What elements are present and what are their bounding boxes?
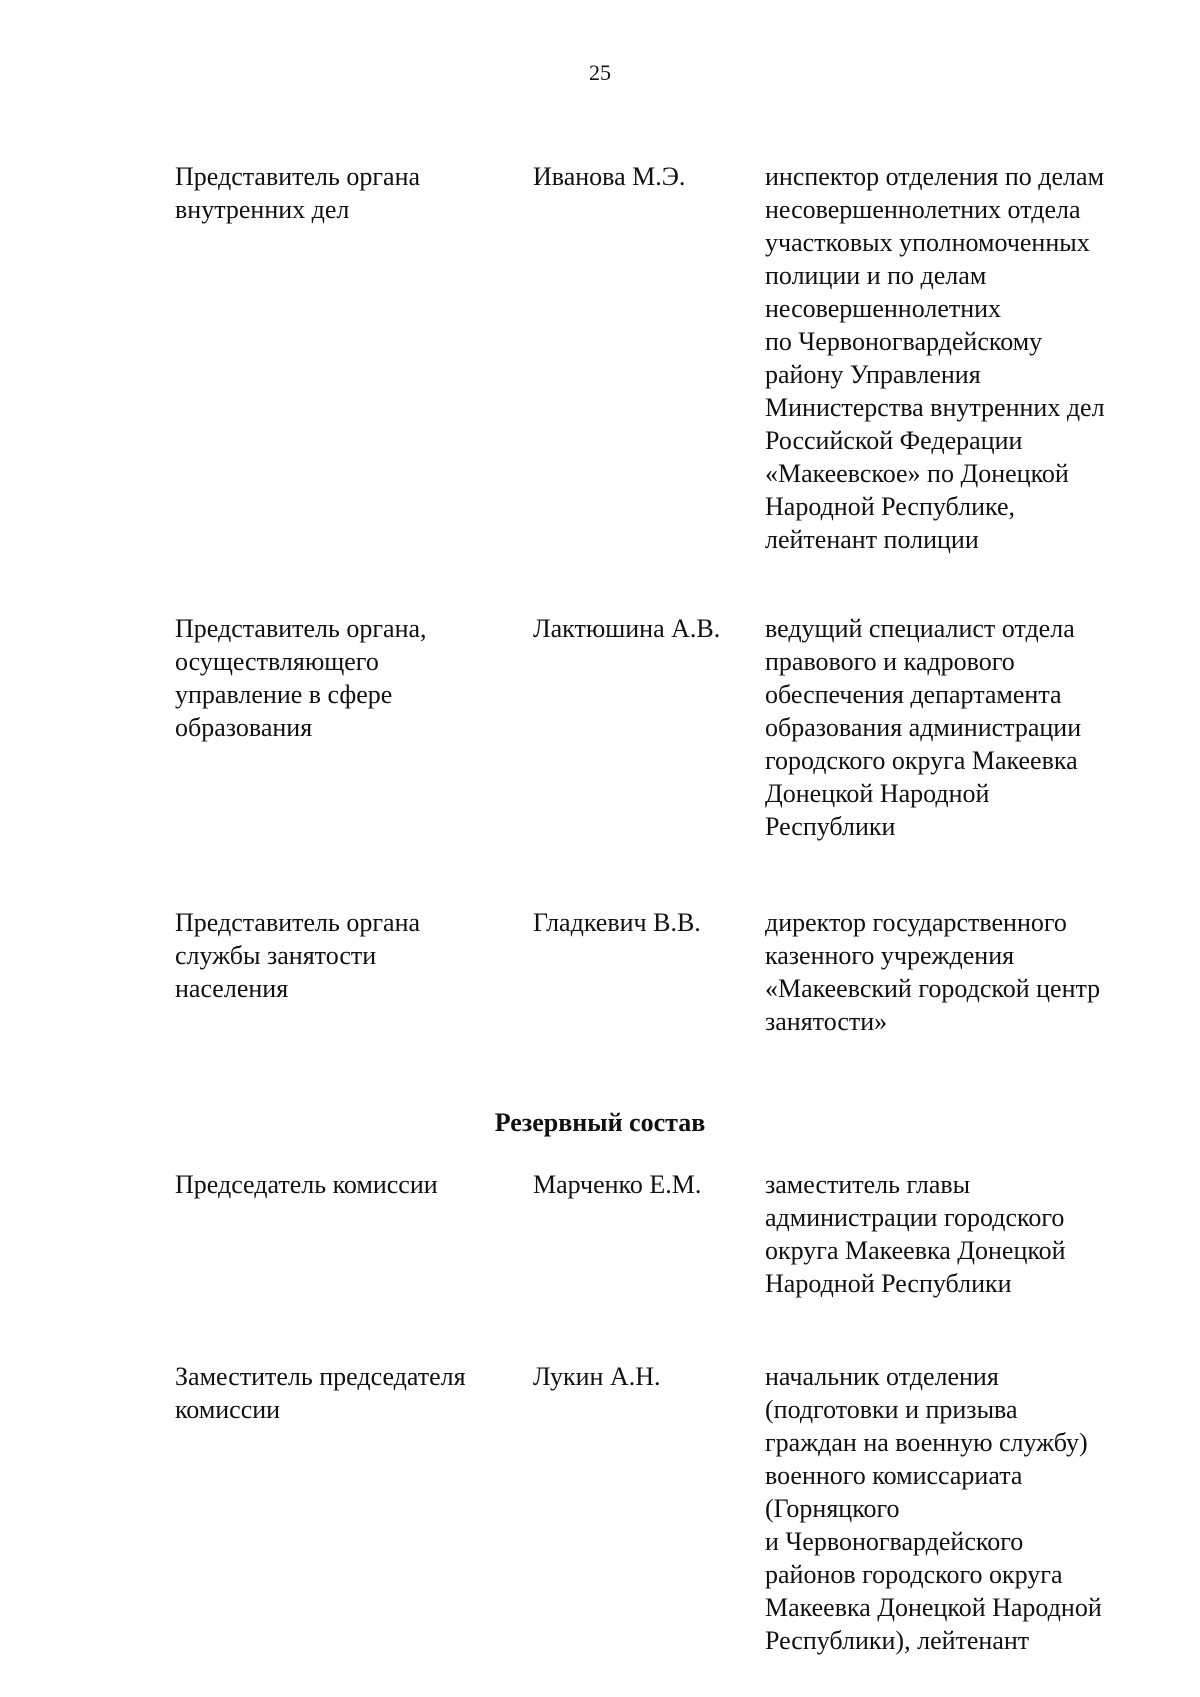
member-description: ведущий специалист отдела правового и кадрового обеспечения департамента образования администрации городского округа Макеевка Донецкой Народной Республики <box>765 614 1082 841</box>
member-name: Иванова М.Э. <box>533 162 686 191</box>
reserve-heading: Резервный состав <box>494 1108 706 1137</box>
member-description: заместитель главы администрации городского округа Макеевка Донецкой Народной Республики <box>765 1170 1066 1298</box>
member-name: Гладкевич В.В. <box>533 908 701 937</box>
member-role: Представитель органа внутренних дел <box>175 162 421 224</box>
member-role: Представитель органа службы занятости населения <box>175 908 421 1003</box>
member-role: Председатель комиссии <box>175 1170 438 1199</box>
member-name: Лукин А.Н. <box>533 1362 661 1391</box>
member-description: директор государственного казенного учреждения «Макеевский городской центр занятости» <box>765 908 1101 1036</box>
page-number: 25 <box>589 60 611 85</box>
member-description: начальник отделения (подготовки и призыва граждан на военную службу) военного комиссариата (Горняцкого и Червоногвардейского районов городского округа Макеевка Донецкой Народной Республики), лейтенант <box>765 1362 1102 1655</box>
member-description: инспектор отделения по делам несовершеннолетних отдела участковых уполномоченных полиции и по делам несовершеннолетних по Червоногвардейскому району Управления Министерства внутренних дел Российской Федерации «Макеевское» по Донецкой Народной Республике, лейтенант полиции <box>765 162 1105 554</box>
member-name: Марченко Е.М. <box>533 1170 702 1199</box>
member-name: Лактюшина А.В. <box>533 614 721 643</box>
member-role: Представитель органа, осуществляющего управление в сфере образования <box>175 614 427 742</box>
member-role: Заместитель председателя комиссии <box>175 1362 466 1424</box>
